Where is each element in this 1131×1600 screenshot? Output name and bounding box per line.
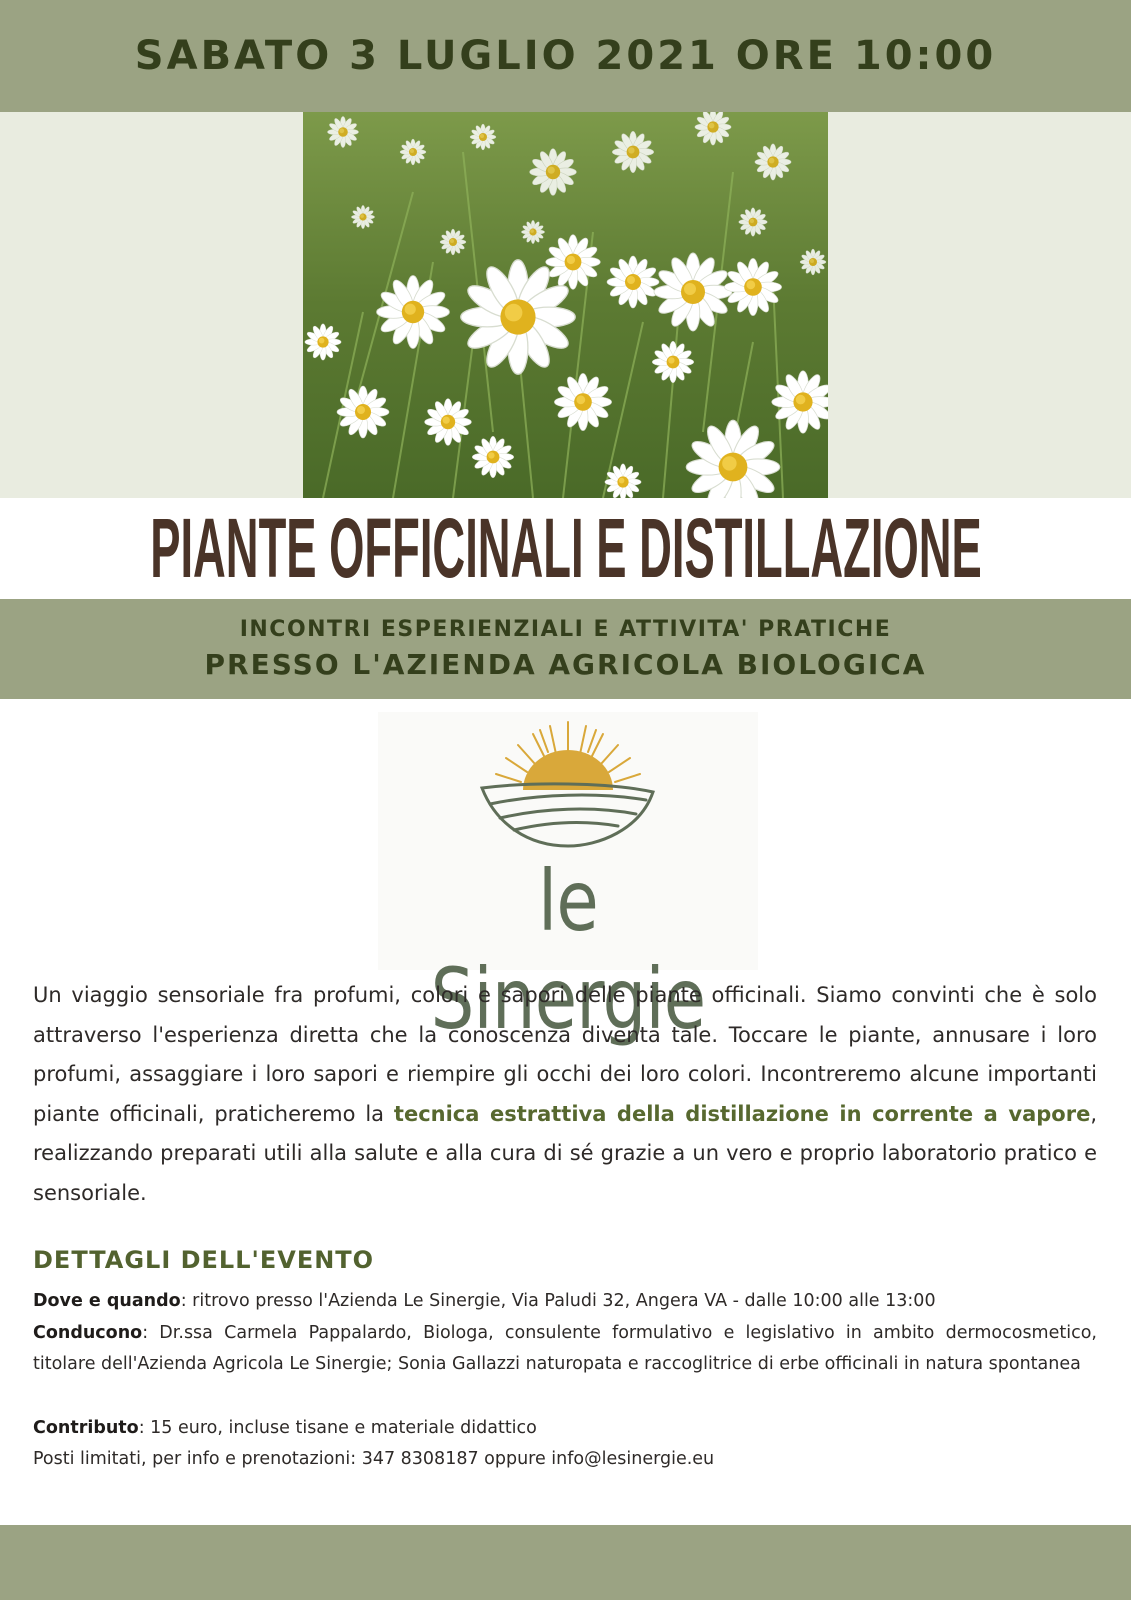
hosts-text: : Dr.ssa Carmela Pappalardo, Biologa, consulente formulativo e legislativo in ambito dermocosmetico, titolare dell'Azienda Agricola Le Sinergie; Sonia Gallazzi naturopata e raccoglitrice di erbe officinali in natura spontanea	[33, 1322, 1097, 1374]
details-hosts	[33, 1318, 1097, 1381]
chamomile-flowers-photo	[303, 112, 828, 498]
event-details	[33, 1286, 1097, 1476]
details-where	[33, 1286, 1097, 1318]
details-heading: DETTAGLI DELL'EVENTO	[33, 1246, 375, 1274]
photo-band	[0, 112, 1131, 498]
where-text: : ritrovo presso l'Azienda Le Sinergie, Via Paludi 32, Angera VA - dalle 10:00 alle 13:00	[180, 1291, 936, 1311]
date-banner	[0, 0, 1131, 112]
footer-band	[0, 1525, 1131, 1600]
intro-text-end: , realizzando preparati utili alla salute e alla cura di sé grazie a un vero e proprio laboratorio pratico e sensoriale.	[33, 1101, 1097, 1205]
fee-label: Contributo	[33, 1417, 139, 1438]
title-row	[0, 498, 1131, 598]
intro-highlight: tecnica estrattiva della distillazione in corrente a vapore	[393, 1101, 1091, 1126]
intro-text-start: Un viaggio sensoriale fra profumi, colori e sapori delle piante officinali. Siamo convinti che è solo attraverso l'esperienza diretta che la conoscenza diventa tale. Toccare le piante, annusare i loro profumi, assaggiare i loro sapori e riempire gli occhi dei loro colori. Incontreremo alcune importanti piante officinali, praticheremo la	[33, 983, 1097, 1126]
subtitle-banner	[0, 599, 1131, 699]
details-contact: Posti limitati, per info e prenotazioni: 347 8308187 oppure info@lesinergie.eu	[33, 1449, 715, 1469]
logo-wordmark: le Sinergie	[430, 852, 706, 1048]
event-date: SABATO 3 LUGLIO 2021 ORE 10:00	[134, 33, 997, 79]
subtitle-line-2: PRESSO L'AZIENDA AGRICOLA BIOLOGICA	[204, 648, 927, 681]
intro-paragraph	[33, 976, 1097, 1213]
hosts-label: Conducono	[33, 1322, 143, 1343]
details-fee	[33, 1413, 1097, 1445]
page-title: PIANTE OFFICINALI E DISTILLAZIONE	[149, 500, 982, 595]
subtitle-line-1: INCONTRI ESPERIENZIALI E ATTIVITA' PRATICHE	[239, 617, 892, 642]
where-label: Dove e quando	[33, 1291, 181, 1311]
le-sinergie-logo	[378, 712, 758, 1048]
sun-over-fields-icon	[378, 712, 758, 862]
fee-text: : 15 euro, incluse tisane e materiale didattico	[138, 1417, 537, 1438]
